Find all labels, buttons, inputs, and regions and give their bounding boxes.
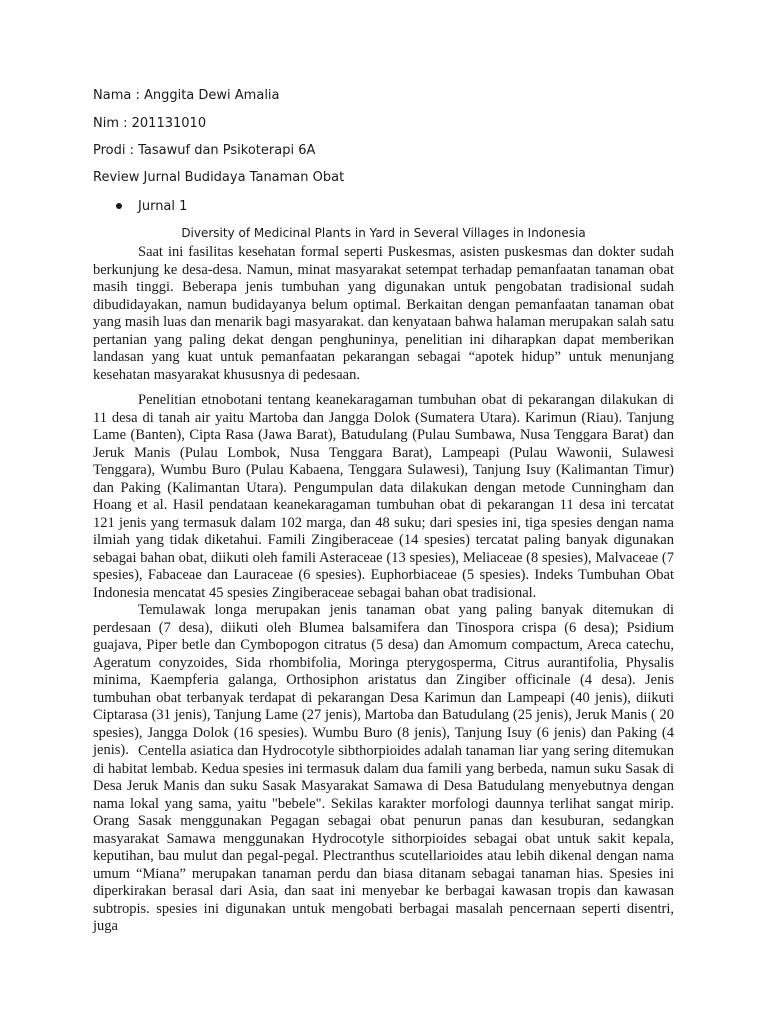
journal-title: Diversity of Medicinal Plants in Yard in Several Villages in Indonesia [181,226,586,240]
body-paragraph-3: Temulawak longa merupakan jenis tanaman obat yang paling banyak ditemukan di perdesaan (7 desa), diikuti oleh Blumea balsamifera dan Tinospora crispa (6 desa); Psidium guajava, Piper betle dan Cymbopogon citratus (5 desa) dan Amomum compactum, Areca catechu, Ageratum conyzoides, Sida rhombifolia, Moringa pterygosperma, Citrus aurantifolia, Physalis minima, Kaempferia galanga, Orthosiphon aristatus dan Zingiber officinale (4 desa). Jenis tumbuhan obat terbanyak terdapat di pekarangan Desa Karimun dan Lampeapi (40 jenis), diikuti Ciptarasa (31 jenis), Tanjung Lame (27 jenis), Martoba dan Batudulang (25 jenis), Jeruk Manis ( 20 spesies), Jangga Dolok (16 spesies). Wumbu Buro (8 jenis), Tanjung Isuy (6 jenis) dan Paking (4 jenis). [93,602,674,758]
bullet-icon [116,203,122,209]
bullet-label: Jurnal 1 [138,199,188,214]
student-id: Nim : 201131010 [93,116,207,131]
body-paragraph-4: Centella asiatica dan Hydrocotyle sibthorpioides adalah tanaman liar yang sering ditemukan di habitat lembab. Kedua spesies ini termasuk dalam dua famili yang berbeda, namun suku Sasak di Desa Jeruk Manis dan suku Sasak Masyarakat Samawa di Desa Batudulang menyebutnya dengan nama lokal yang sama, yaitu "bebele". Sekilas karakter morfologi daunnya terlihat sangat mirip. Orang Sasak menggunakan Pegagan sebagai obat penurun panas dan kesuburan, sedangkan masyarakat Samawa menggunakan Hydrocotyle sithorpioides sebagai obat untuk sakit kepala, keputihan, bau mulut dan pegal-pegal. Plectranthus scutellarioides atau lebih dikenal dengan nama umum “Miana” merupakan tanaman perdu dan biasa ditanam sebagai tanaman hias. Spesies ini diperkirakan berasal dari Asia, dan saat ini menyebar ke berbagai kawasan tropis dan kawasan subtropis. spesies ini digunakan untuk mengobati berbagai masalah pencernaan seperti disentri, juga [93,743,674,934]
body-paragraph-2: Penelitian etnobotani tentang keanekaragaman tumbuhan obat di pekarangan dilakukan di 11 desa di tanah air yaitu Martoba dan Jangga Dolok (Sumatera Utara). Karimun (Riau). Tanjung Lame (Banten), Cipta Rasa (Jawa Barat), Batudulang (Pulau Sumbawa, Nusa Tenggara Barat) dan Jeruk Manis (Pulau Lombok, Nusa Tenggara Barat), Lampeapi (Pulau Wawonii, Sulawesi Tenggara), Wumbu Buro (Pulau Kabaena, Tenggara Sulawesi), Tanjung Isuy (Kalimantan Timur) dan Paking (Kalimantan Utara). Pengumpulan data dilakukan dengan metode Cunningham dan Hoang et al. Hasil pendataan keanekaragaman tumbuhan obat di pekarangan 11 desa ini tercatat 121 jenis yang termasuk dalam 102 marga, dan 48 suku; dari spesies ini, tiga spesies dengan nama ilmiah yang tidak diketahui. Famili Zingiberaceae (14 spesies) tercatat paling banyak digunakan sebagai bahan obat, diikuti oleh famili Asteraceae (13 spesies), Meliaceae (8 spesies), Malvaceae (7 spesies), Fabaceae dan Lauraceae (6 spesies). Euphorbiaceae (5 spesies). Indeks Tumbuhan Obat Indonesia mencatat 45 spesies Zingiberaceae sebagai bahan obat tradisional. [93,392,674,601]
study-program: Prodi : Tasawuf dan Psikoterapi 6A [93,143,316,158]
bullet-list-item [116,199,187,215]
body-paragraph-1: Saat ini fasilitas kesehatan formal seperti Puskesmas, asisten puskesmas dan dokter sudah berkunjung ke desa-desa. Namun, minat masyarakat setempat terhadap pemanfaatan tanaman obat masih tinggi. Beberapa jenis tumbuhan yang digunakan untuk pengobatan tradisional sudah dibudidayakan, namun budidayanya belum optimal. Berkaitan dengan pemanfaatan tanaman obat yang masih luas dan menarik bagi masyarakat. dan kenyataan bahwa halaman merupakan salah satu pertanian yang paling dekat dengan penghuninya, penelitian ini diharapkan dapat memberikan landasan yang kuat untuk pemanfaatan pekarangan sebagai “apotek hidup” untuk menunjang kesehatan masyarakat khususnya di pedesaan. [93,244,674,383]
review-heading: Review Jurnal Budidaya Tanaman Obat [93,170,345,185]
student-name: Nama : Anggita Dewi Amalia [93,88,280,103]
